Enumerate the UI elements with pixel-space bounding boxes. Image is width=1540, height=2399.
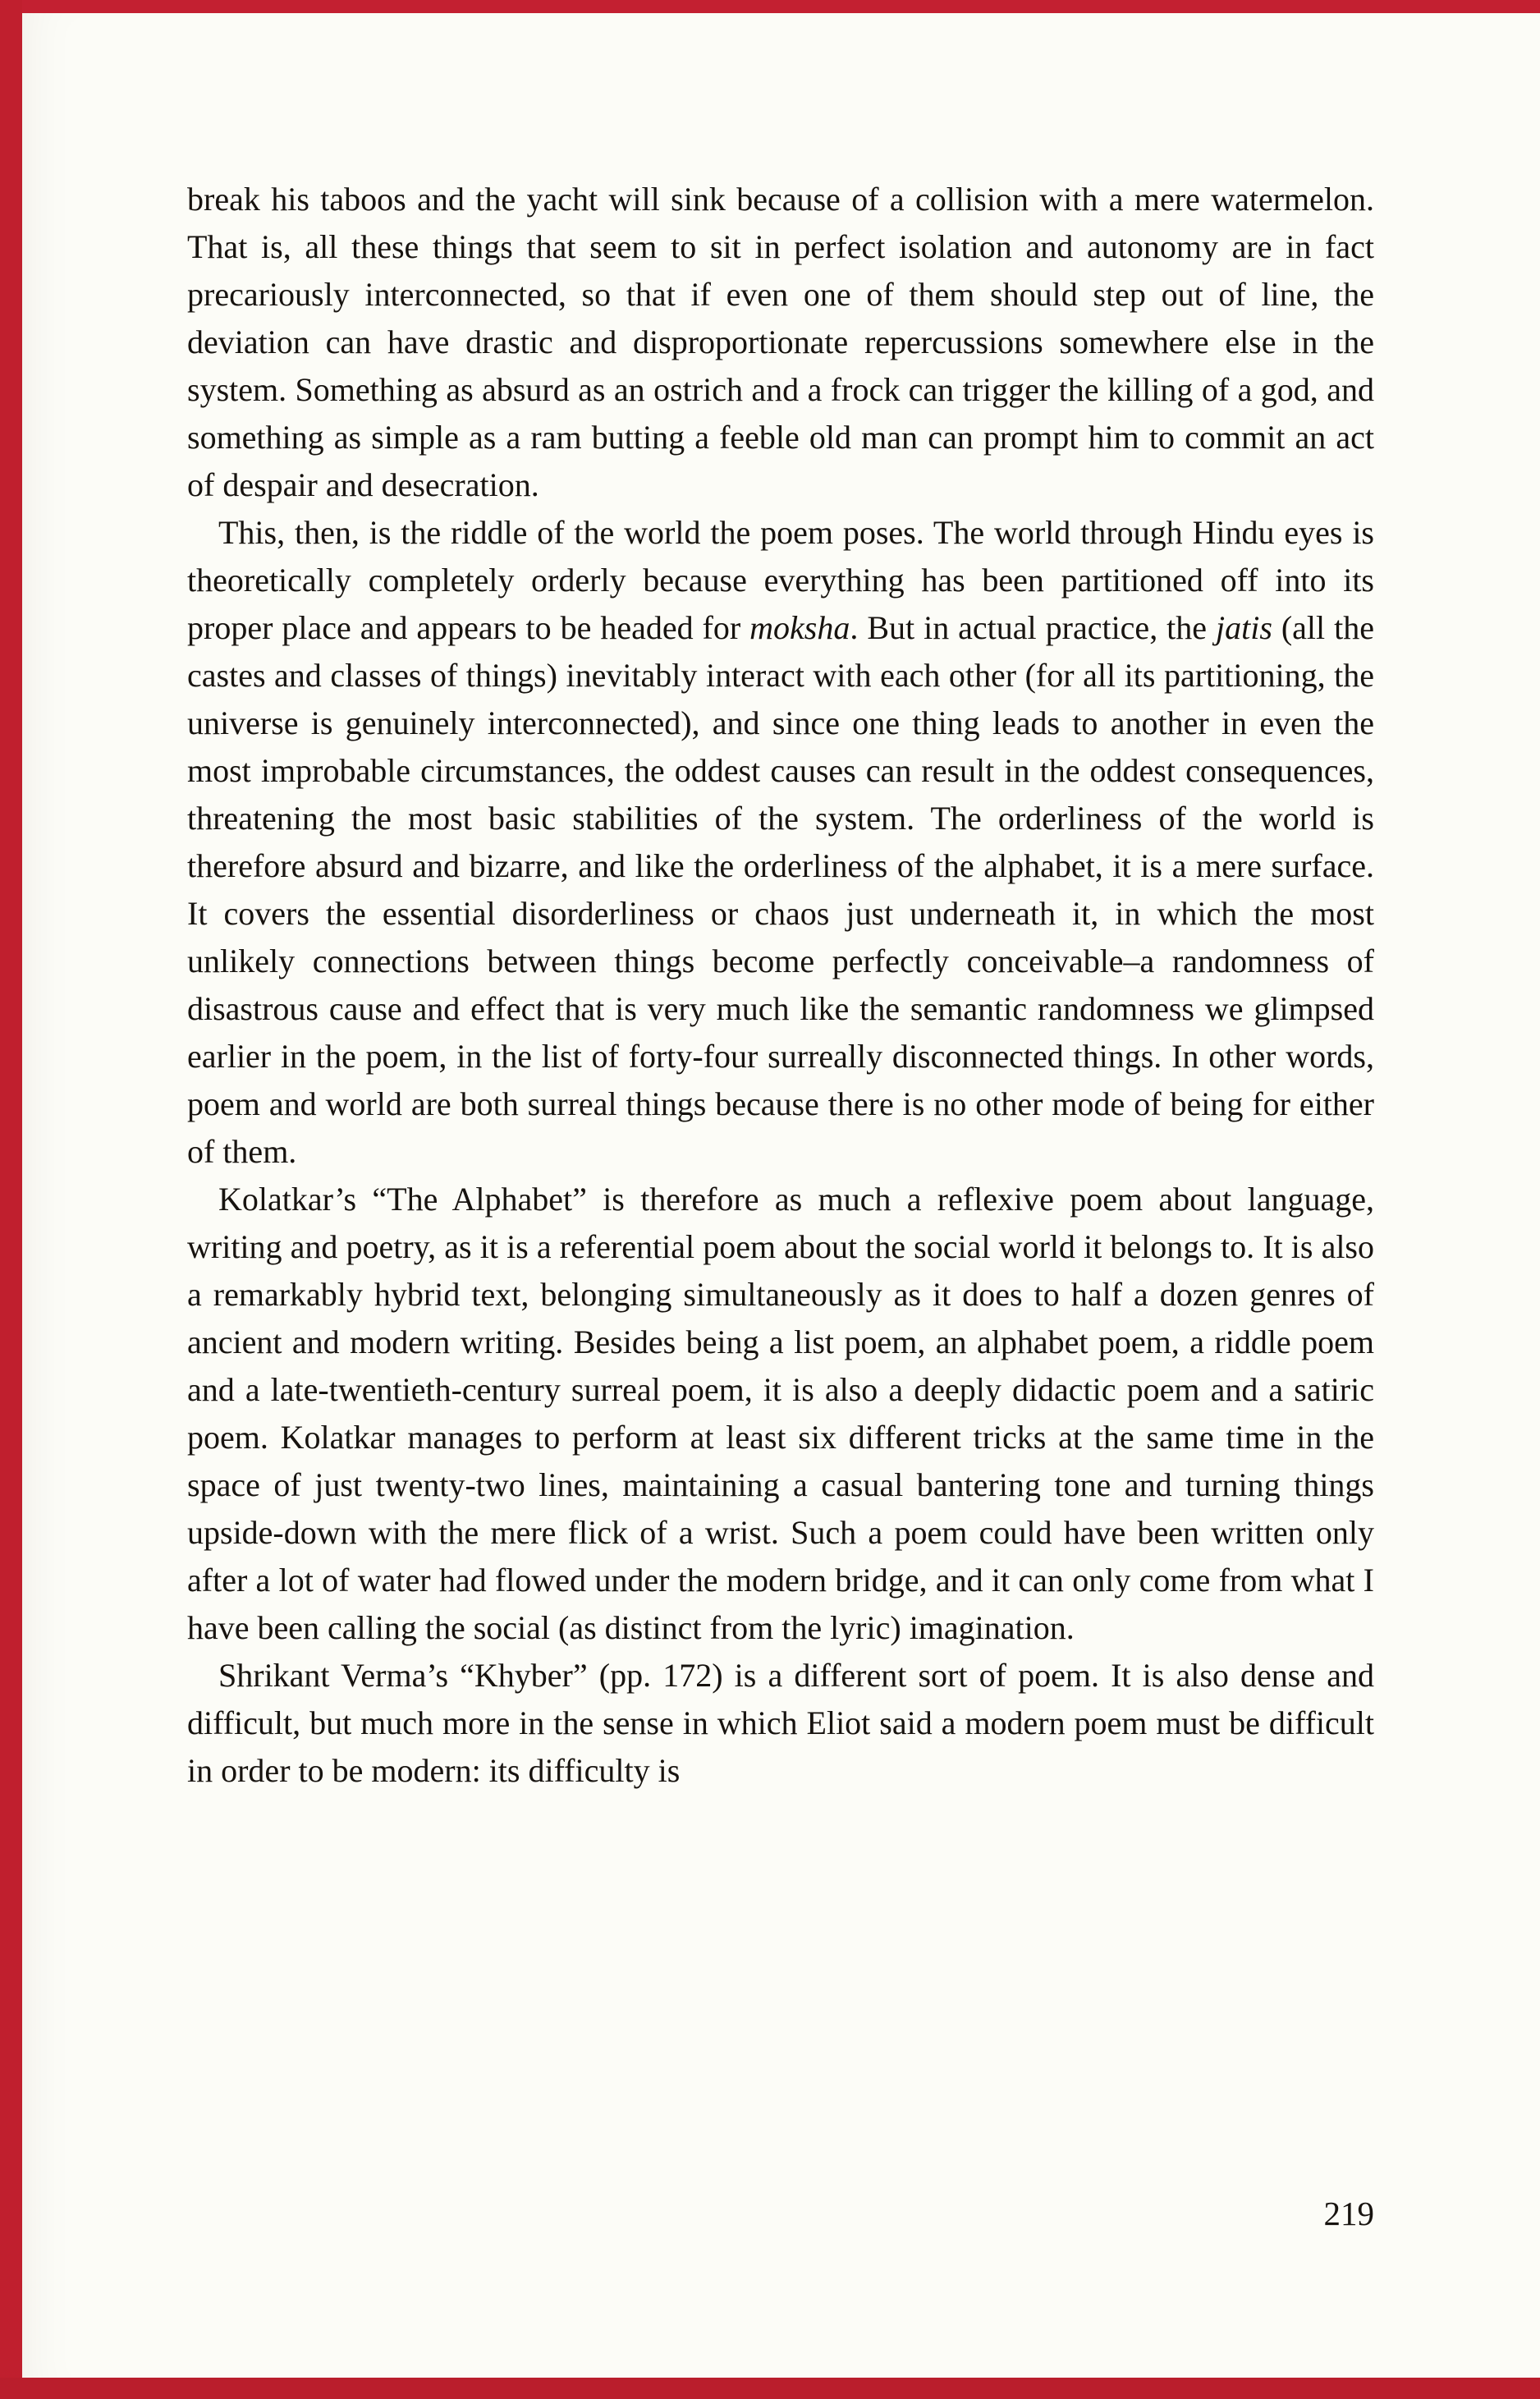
book-cover-edge-bottom (0, 2378, 1540, 2399)
page-number: 219 (1323, 2195, 1374, 2232)
paragraph: Shrikant Verma’s “Khyber” (pp. 172) is a different sort of poem. It is also dense and difficult, but much more in the sense in which Eliot said a modern poem must be difficult in order to be modern: its difficulty is (187, 1657, 1374, 1789)
book-cover-edge-left (0, 0, 22, 2399)
paragraph: This, then, is the riddle of the world the poem poses. The world through Hindu eyes is theoretically completely orderly because everything has been partitioned off into its proper place and appears to be headed for moksha. But in actual practice, the jatis (all the castes and classes of things) inevitably interact with each other (for all its partitioning, the universe is genuinely interconnected), and since one thing leads to another in even the most improbable circumstances, the oddest causes can result in the oddest consequences, threatening the most basic stabilities of the system. The orderliness of the world is therefore absurd and bizarre, and like the orderliness of the alphabet, it is a mere surface. It covers the essential disorderliness or chaos just underneath it, in which the most unlikely connections between things become perfectly conceivable–a randomness of disastrous cause and effect that is very much like the semantic randomness we glimpsed earlier in the poem, in the list of forty-four surreally disconnected things. In other words, poem and world are both surreal things because there is no other mode of being for either of them. (187, 514, 1374, 1170)
book-cover-edge-top (0, 0, 1540, 13)
page-text (187, 176, 1374, 1795)
paragraph: break his taboos and the yacht will sink because of a collision with a mere watermelon. That is, all these things that seem to sit in perfect isolation and autonomy are in fact precariously interconnected, so that if even one of them should step out of line, the deviation can have drastic and disproportionate repercussions somewhere else in the system. Something as absurd as an ostrich and a frock can trigger the killing of a god, and something as simple as a ram butting a feeble old man can prompt him to commit an act of despair and desecration. (187, 181, 1374, 503)
paragraph: Kolatkar’s “The Alphabet” is therefore as much a reflexive poem about language, writing and poetry, as it is a referential poem about the social world it belongs to. It is also a remarkably hybrid text, belonging simultaneously as it does to half a dozen genres of ancient and modern writing. Besides being a list poem, an alphabet poem, a riddle poem and a late-twentieth-century surreal poem, it is also a deeply didactic poem and a satiric poem. Kolatkar manages to perform at least six different tricks at the same time in the space of just twenty-two lines, maintaining a casual bantering tone and turning things upside-down with the mere flick of a wrist. Such a poem could have been written only after a lot of water had flowed under the modern bridge, and it can only come from what I have been calling the social (as distinct from the lyric) imagination. (187, 1181, 1374, 1646)
